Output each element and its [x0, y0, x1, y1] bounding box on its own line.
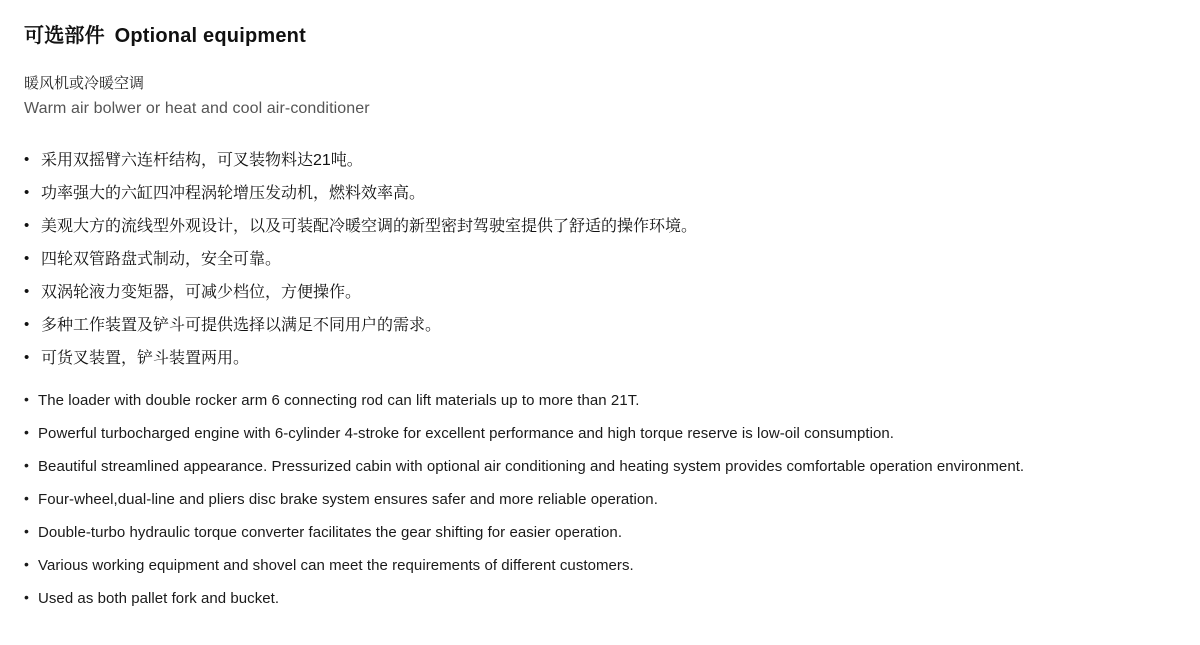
list-item: • 可货叉装置，铲斗装置两用。 — [24, 348, 1176, 370]
subtitle-english: Warm air bolwer or heat and cool air-conditioner — [24, 100, 370, 117]
feature-list-chinese — [24, 150, 1176, 370]
page-title-chinese: 可选部件 — [24, 25, 105, 47]
subtitle-block — [24, 72, 1176, 122]
page-title — [24, 22, 1176, 50]
list-item: • Four-wheel,dual-line and pliers disc brake system ensures safer and more reliable operation. — [24, 489, 1176, 510]
list-item: • Double-turbo hydraulic torque converter facilitates the gear shifting for easier operation. — [24, 522, 1176, 543]
list-item: • 功率强大的六缸四冲程涡轮增压发动机，燃料效率高。 — [24, 183, 1176, 205]
list-item: • Powerful turbocharged engine with 6-cylinder 4-stroke for excellent performance and high torque reserve is low-oil consumption. — [24, 423, 1176, 444]
list-item: • The loader with double rocker arm 6 connecting rod can lift materials up to more than 21T. — [24, 390, 1176, 411]
list-item: • 双涡轮液力变矩器，可减少档位，方便操作。 — [24, 282, 1176, 304]
list-item: • Used as both pallet fork and bucket. — [24, 588, 1176, 609]
list-item: • 四轮双管路盘式制动，安全可靠。 — [24, 249, 1176, 271]
list-item: • Beautiful streamlined appearance. Pressurized cabin with optional air conditioning and heating system provides comfortable operation environment. — [24, 456, 1176, 477]
list-item: • 采用双摇臂六连杆结构，可叉装物料达21吨。 — [24, 150, 1176, 172]
feature-list-english — [24, 390, 1176, 609]
subtitle-chinese: 暖风机或冷暖空调 — [24, 75, 145, 92]
list-item: • 多种工作装置及铲斗可提供选择以满足不同用户的需求。 — [24, 315, 1176, 337]
page-title-english: Optional equipment — [114, 25, 306, 47]
list-item: • Various working equipment and shovel can meet the requirements of different customers. — [24, 555, 1176, 576]
list-item: • 美观大方的流线型外观设计，以及可装配冷暖空调的新型密封驾驶室提供了舒适的操作环境。 — [24, 216, 1176, 238]
